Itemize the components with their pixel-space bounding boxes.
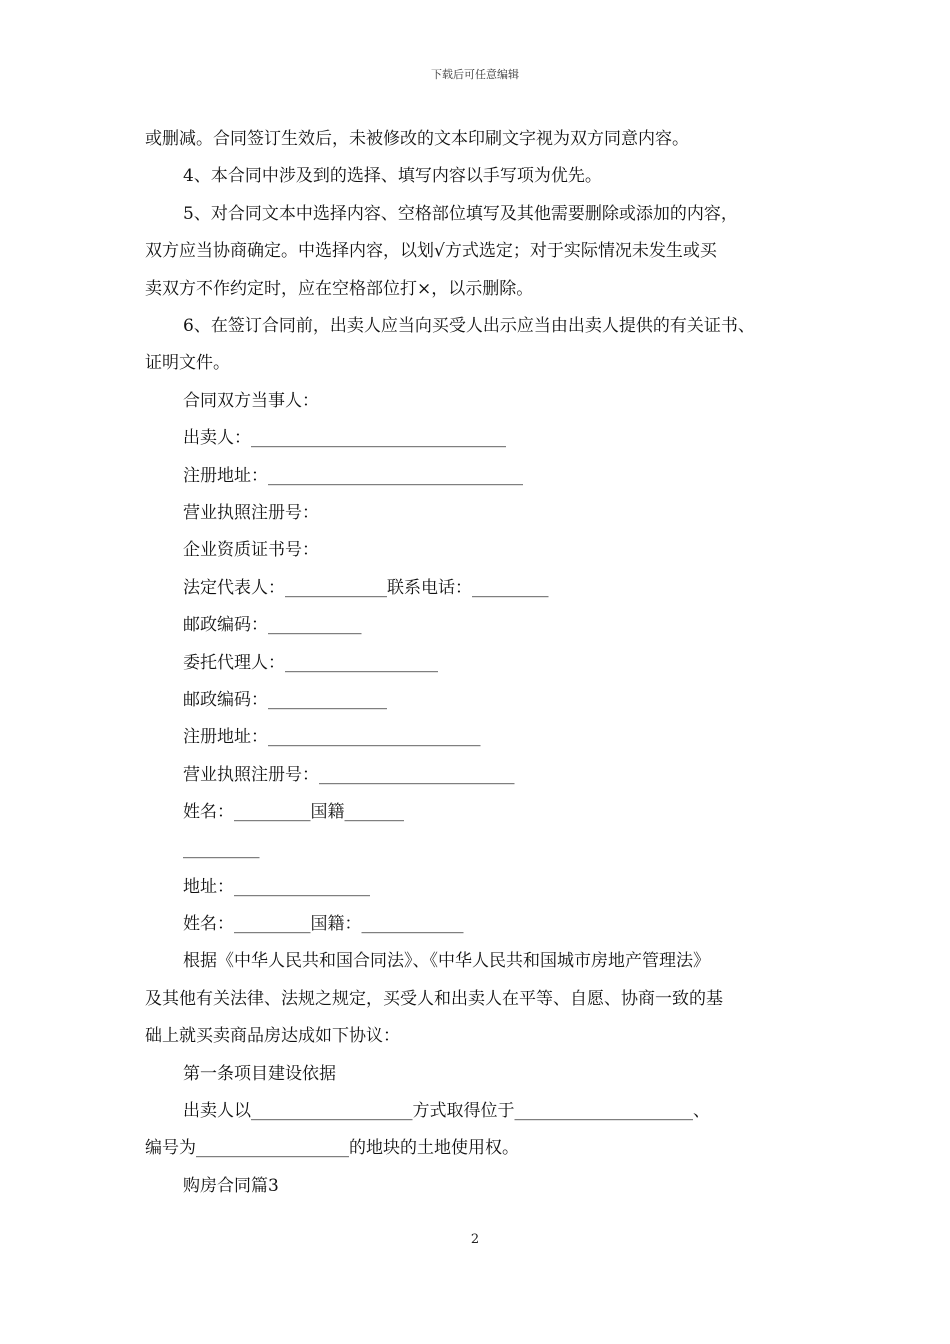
body-line: 5、对合同文本中选择内容、空格部位填写及其他需要删除或添加的内容， [183, 204, 738, 224]
body-line: 6、在签订合同前，出卖人应当向买受人出示应当由出卖人提供的有关证书、 [183, 316, 755, 336]
body-line: 出卖人以___________________方式取得位于_____________________、 [183, 1101, 710, 1121]
page-header: 下载后可任意编辑 [431, 68, 519, 81]
body-line: 编号为__________________的地块的土地使用权。 [145, 1138, 519, 1158]
body-line: 或删减。合同签订生效后，未被修改的文本印刷文字视为双方同意内容。 [145, 129, 689, 149]
form-line: 地址：________________ [183, 877, 370, 897]
body-line: 根据《中华人民共和国合同法》、《中华人民共和国城市房地产管理法》 [183, 951, 710, 971]
body-line: 卖双方不作约定时，应在空格部位打×，以示删除。 [145, 279, 534, 299]
form-line: 姓名：_________国籍：____________ [183, 914, 464, 934]
form-line: 注册地址：______________________________ [183, 466, 523, 486]
section-heading: 购房合同篇3 [183, 1176, 279, 1196]
body-line: 4、本合同中涉及到的选择、填写内容以手写项为优先。 [183, 166, 602, 186]
form-line: 委托代理人：__________________ [183, 653, 438, 673]
form-line: 邮政编码：______________ [183, 690, 387, 710]
form-line: 邮政编码：___________ [183, 615, 362, 635]
form-line: 法定代表人：____________联系电话：_________ [183, 578, 549, 598]
body-line: 础上就买卖商品房达成如下协议： [145, 1026, 400, 1046]
form-line: 企业资质证书号： [183, 540, 319, 560]
form-line: _________ [183, 839, 260, 859]
form-line: 营业执照注册号： [183, 503, 319, 523]
form-line: 营业执照注册号：_______________________ [183, 765, 515, 785]
form-line: 姓名：_________国籍_______ [183, 802, 404, 822]
section-heading: 第一条项目建设依据 [183, 1064, 336, 1084]
page-number: 2 [470, 1232, 480, 1247]
form-line: 注册地址：_________________________ [183, 727, 481, 747]
body-line: 合同双方当事人： [183, 391, 319, 411]
body-line: 双方应当协商确定。中选择内容，以划√方式选定；对于实际情况未发生或买 [145, 241, 717, 261]
body-line: 证明文件。 [145, 353, 230, 373]
body-line: 及其他有关法律、法规之规定，买受人和出卖人在平等、自愿、协商一致的基 [145, 989, 723, 1009]
form-line: 出卖人：______________________________ [183, 428, 506, 448]
